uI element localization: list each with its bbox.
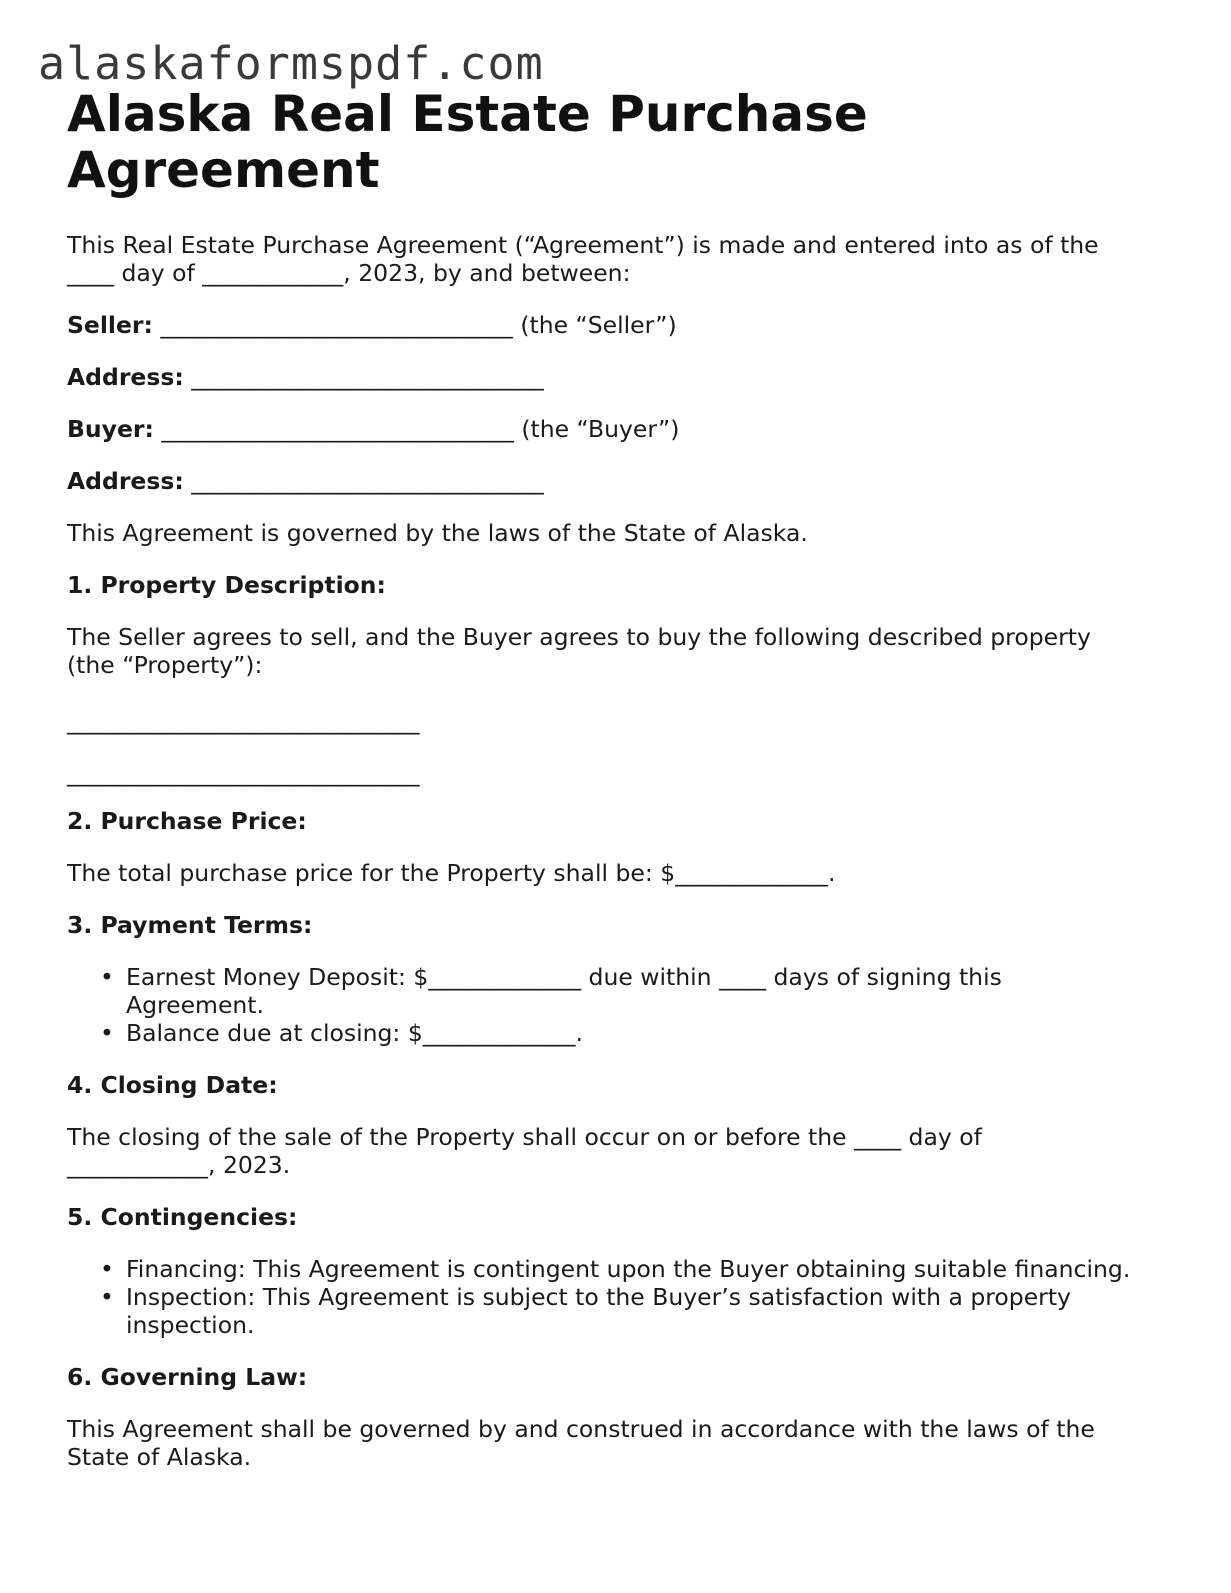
- intro-paragraph: This Real Estate Purchase Agreement (“Agreement”) is made and entered into as of the ____ day of ____________, 2023, by and between:: [67, 231, 1099, 287]
- contingencies-list: [67, 1255, 1177, 1339]
- section-heading-law: 6. Governing Law:: [67, 1363, 308, 1391]
- section-heading-closing: 4. Closing Date:: [67, 1071, 278, 1099]
- section-heading-property: 1. Property Description:: [67, 571, 386, 599]
- list-item: • Inspection: This Agreement is subject to the Buyer’s satisfaction with a property inspection.: [67, 1283, 1177, 1339]
- price-paragraph: The total purchase price for the Property shall be: $_____________.: [67, 859, 836, 887]
- buyer-address-blank: ______________________________: [183, 467, 544, 495]
- buyer-address-label: Address:: [67, 467, 184, 495]
- buyer-blank: ______________________________ (the “Buyer”): [153, 415, 680, 443]
- payment-terms-list: [67, 963, 1077, 1047]
- seller-label: Seller:: [67, 311, 153, 339]
- seller-blank: ______________________________ (the “Seller”): [152, 311, 677, 339]
- closing-paragraph: The closing of the sale of the Property shall occur on or before the ____ day of ____________, 2023.: [67, 1123, 982, 1179]
- property-blank-line-1: ______________________________: [67, 707, 420, 735]
- list-item: • Financing: This Agreement is contingent upon the Buyer obtaining suitable financing.: [67, 1255, 1177, 1283]
- watermark-text: alaskaformspdf.com: [38, 37, 544, 90]
- law-paragraph: This Agreement shall be governed by and construed in accordance with the laws of the State of Alaska.: [67, 1415, 1095, 1471]
- seller-line: [67, 311, 1157, 339]
- buyer-line: [67, 415, 1157, 443]
- property-paragraph: The Seller agrees to sell, and the Buyer agrees to buy the following described property (the “Property”):: [67, 623, 1091, 679]
- section-heading-price: 2. Purchase Price:: [67, 807, 307, 835]
- list-item: • Balance due at closing: $_____________.: [67, 1019, 1077, 1047]
- buyer-address-line: [67, 467, 1157, 495]
- seller-address-blank: ______________________________: [183, 363, 544, 391]
- governed-statement: This Agreement is governed by the laws of the State of Alaska.: [67, 519, 808, 547]
- section-heading-payment: 3. Payment Terms:: [67, 911, 313, 939]
- list-item: • Earnest Money Deposit: $_____________ due within ____ days of signing this Agreement.: [67, 963, 1077, 1019]
- seller-address-line: [67, 363, 1157, 391]
- document-title: Alaska Real Estate Purchase Agreement: [67, 85, 868, 199]
- seller-address-label: Address:: [67, 363, 184, 391]
- buyer-label: Buyer:: [67, 415, 154, 443]
- section-heading-contingencies: 5. Contingencies:: [67, 1203, 298, 1231]
- property-blank-line-2: ______________________________: [67, 759, 420, 787]
